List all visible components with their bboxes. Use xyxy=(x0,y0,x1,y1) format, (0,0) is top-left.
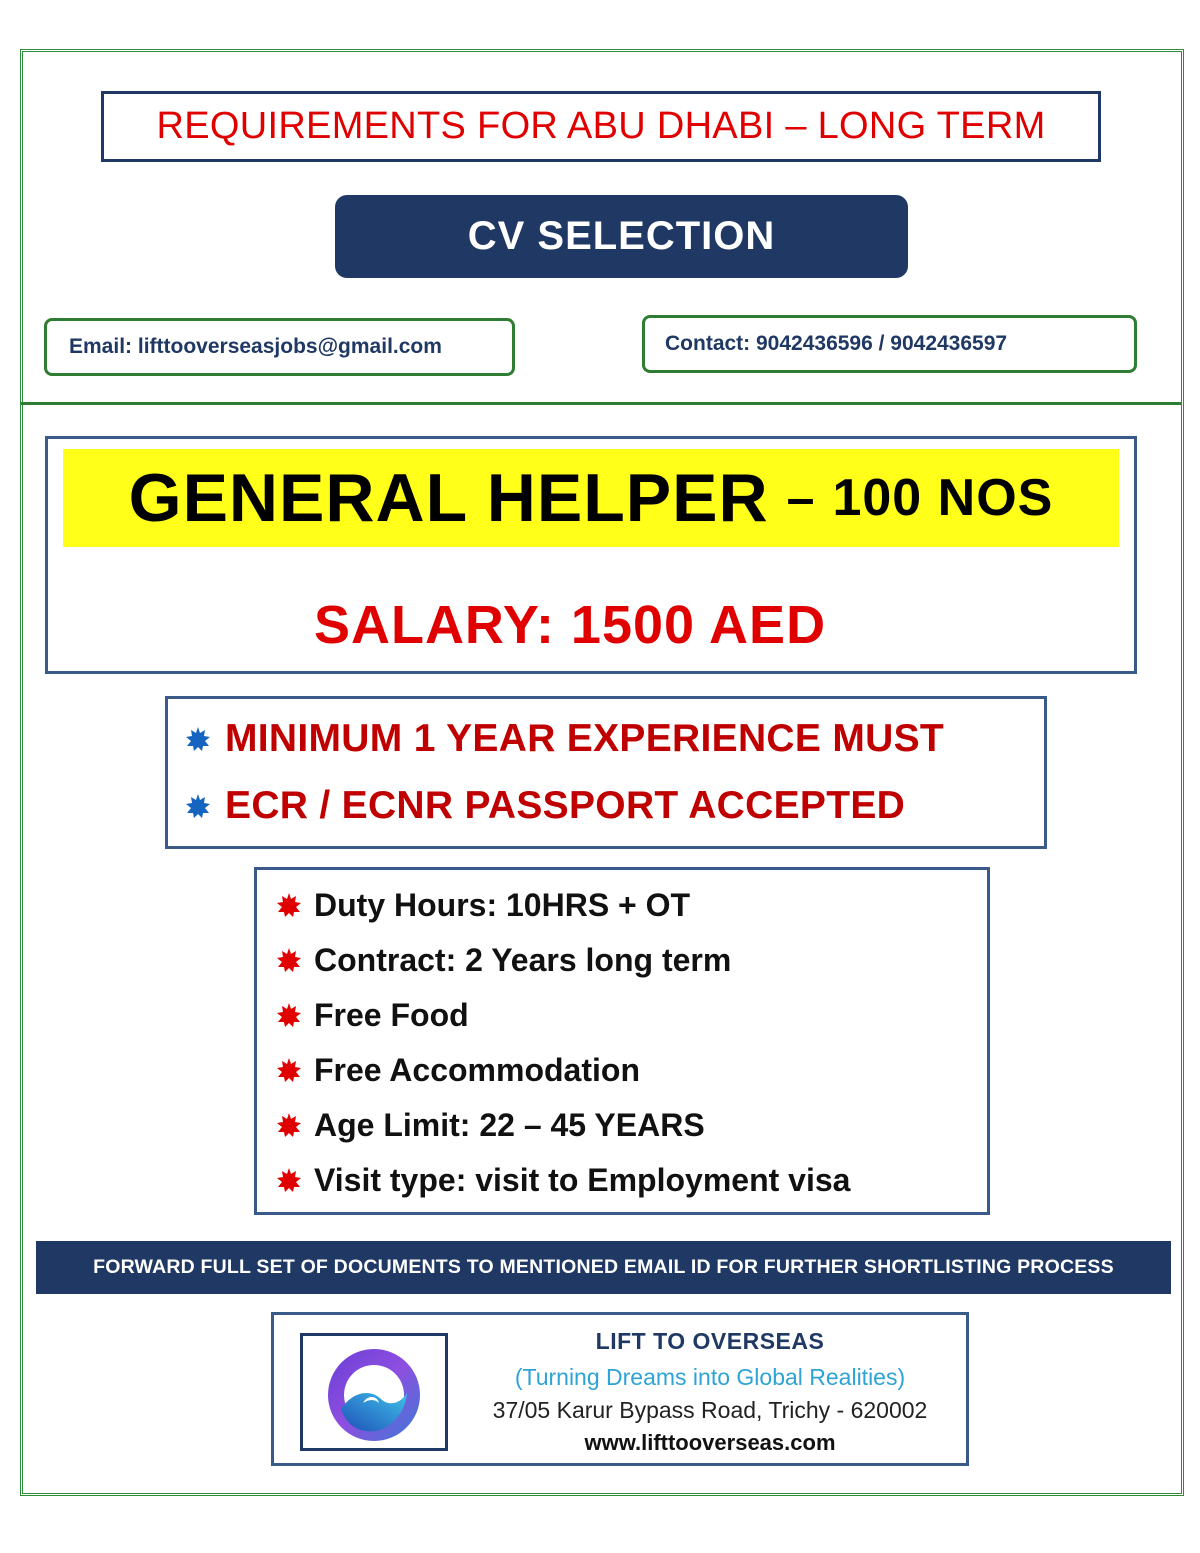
job-quantity: 100 NOS xyxy=(832,469,1054,527)
red-starburst-icon xyxy=(276,1057,302,1083)
cv-selection-text: CV SELECTION xyxy=(467,214,776,258)
page-title xyxy=(101,91,1101,162)
requirement-item xyxy=(185,714,1035,764)
contact-text[interactable]: Contact: 9042436596 / 9042436597 xyxy=(665,332,1008,355)
red-starburst-icon xyxy=(276,892,302,918)
company-name: LIFT TO OVERSEAS xyxy=(595,1328,825,1354)
requirement-text: ECR / ECNR PASSPORT ACCEPTED xyxy=(225,784,906,827)
requirement-text: MINIMUM 1 YEAR EXPERIENCE MUST xyxy=(225,717,945,760)
email-text[interactable]: Email: lifttooverseasjobs@gmail.com xyxy=(69,335,442,358)
detail-item xyxy=(276,1158,976,1202)
job-title-text: GENERAL HELPER xyxy=(128,460,769,536)
detail-item xyxy=(276,883,976,927)
instruction-banner xyxy=(36,1241,1171,1294)
red-starburst-icon xyxy=(276,1167,302,1193)
red-starburst-icon xyxy=(276,1112,302,1138)
header-divider xyxy=(21,402,1181,405)
blue-starburst-icon xyxy=(185,726,211,752)
red-starburst-icon xyxy=(276,947,302,973)
detail-item xyxy=(276,938,976,982)
company-address: 37/05 Karur Bypass Road, Trichy - 620002 xyxy=(492,1397,928,1423)
company-logo-icon xyxy=(319,1337,429,1447)
detail-item xyxy=(276,993,976,1037)
salary xyxy=(48,590,1092,660)
company-tagline: (Turning Dreams into Global Realities) xyxy=(514,1364,906,1390)
page-title-text: REQUIREMENTS FOR ABU DHABI – LONG TERM xyxy=(156,105,1046,147)
cv-selection-badge xyxy=(335,195,908,278)
detail-item xyxy=(276,1103,976,1147)
detail-text: Visit type: visit to Employment visa xyxy=(314,1161,851,1198)
job-title xyxy=(63,449,1119,547)
requirement-item xyxy=(185,781,1035,831)
detail-text: Free Food xyxy=(314,996,469,1033)
salary-text: SALARY: 1500 AED xyxy=(313,595,827,655)
detail-text: Duty Hours: 10HRS + OT xyxy=(314,886,691,923)
blue-starburst-icon xyxy=(185,793,211,819)
job-title-dash: – xyxy=(786,470,815,526)
instruction-banner-text: FORWARD FULL SET OF DOCUMENTS TO MENTIONED EMAIL ID FOR FURTHER SHORTLISTING PROCESS xyxy=(93,1256,1114,1278)
detail-text: Free Accommodation xyxy=(314,1051,640,1088)
detail-text: Age Limit: 22 – 45 YEARS xyxy=(314,1106,705,1143)
company-website[interactable]: www.lifttooverseas.com xyxy=(584,1430,836,1455)
email-box xyxy=(44,318,515,376)
company-logo xyxy=(300,1333,448,1451)
contact-box xyxy=(642,315,1137,373)
red-starburst-icon xyxy=(276,1002,302,1028)
detail-text: Contract: 2 Years long term xyxy=(314,941,732,978)
detail-item xyxy=(276,1048,976,1092)
